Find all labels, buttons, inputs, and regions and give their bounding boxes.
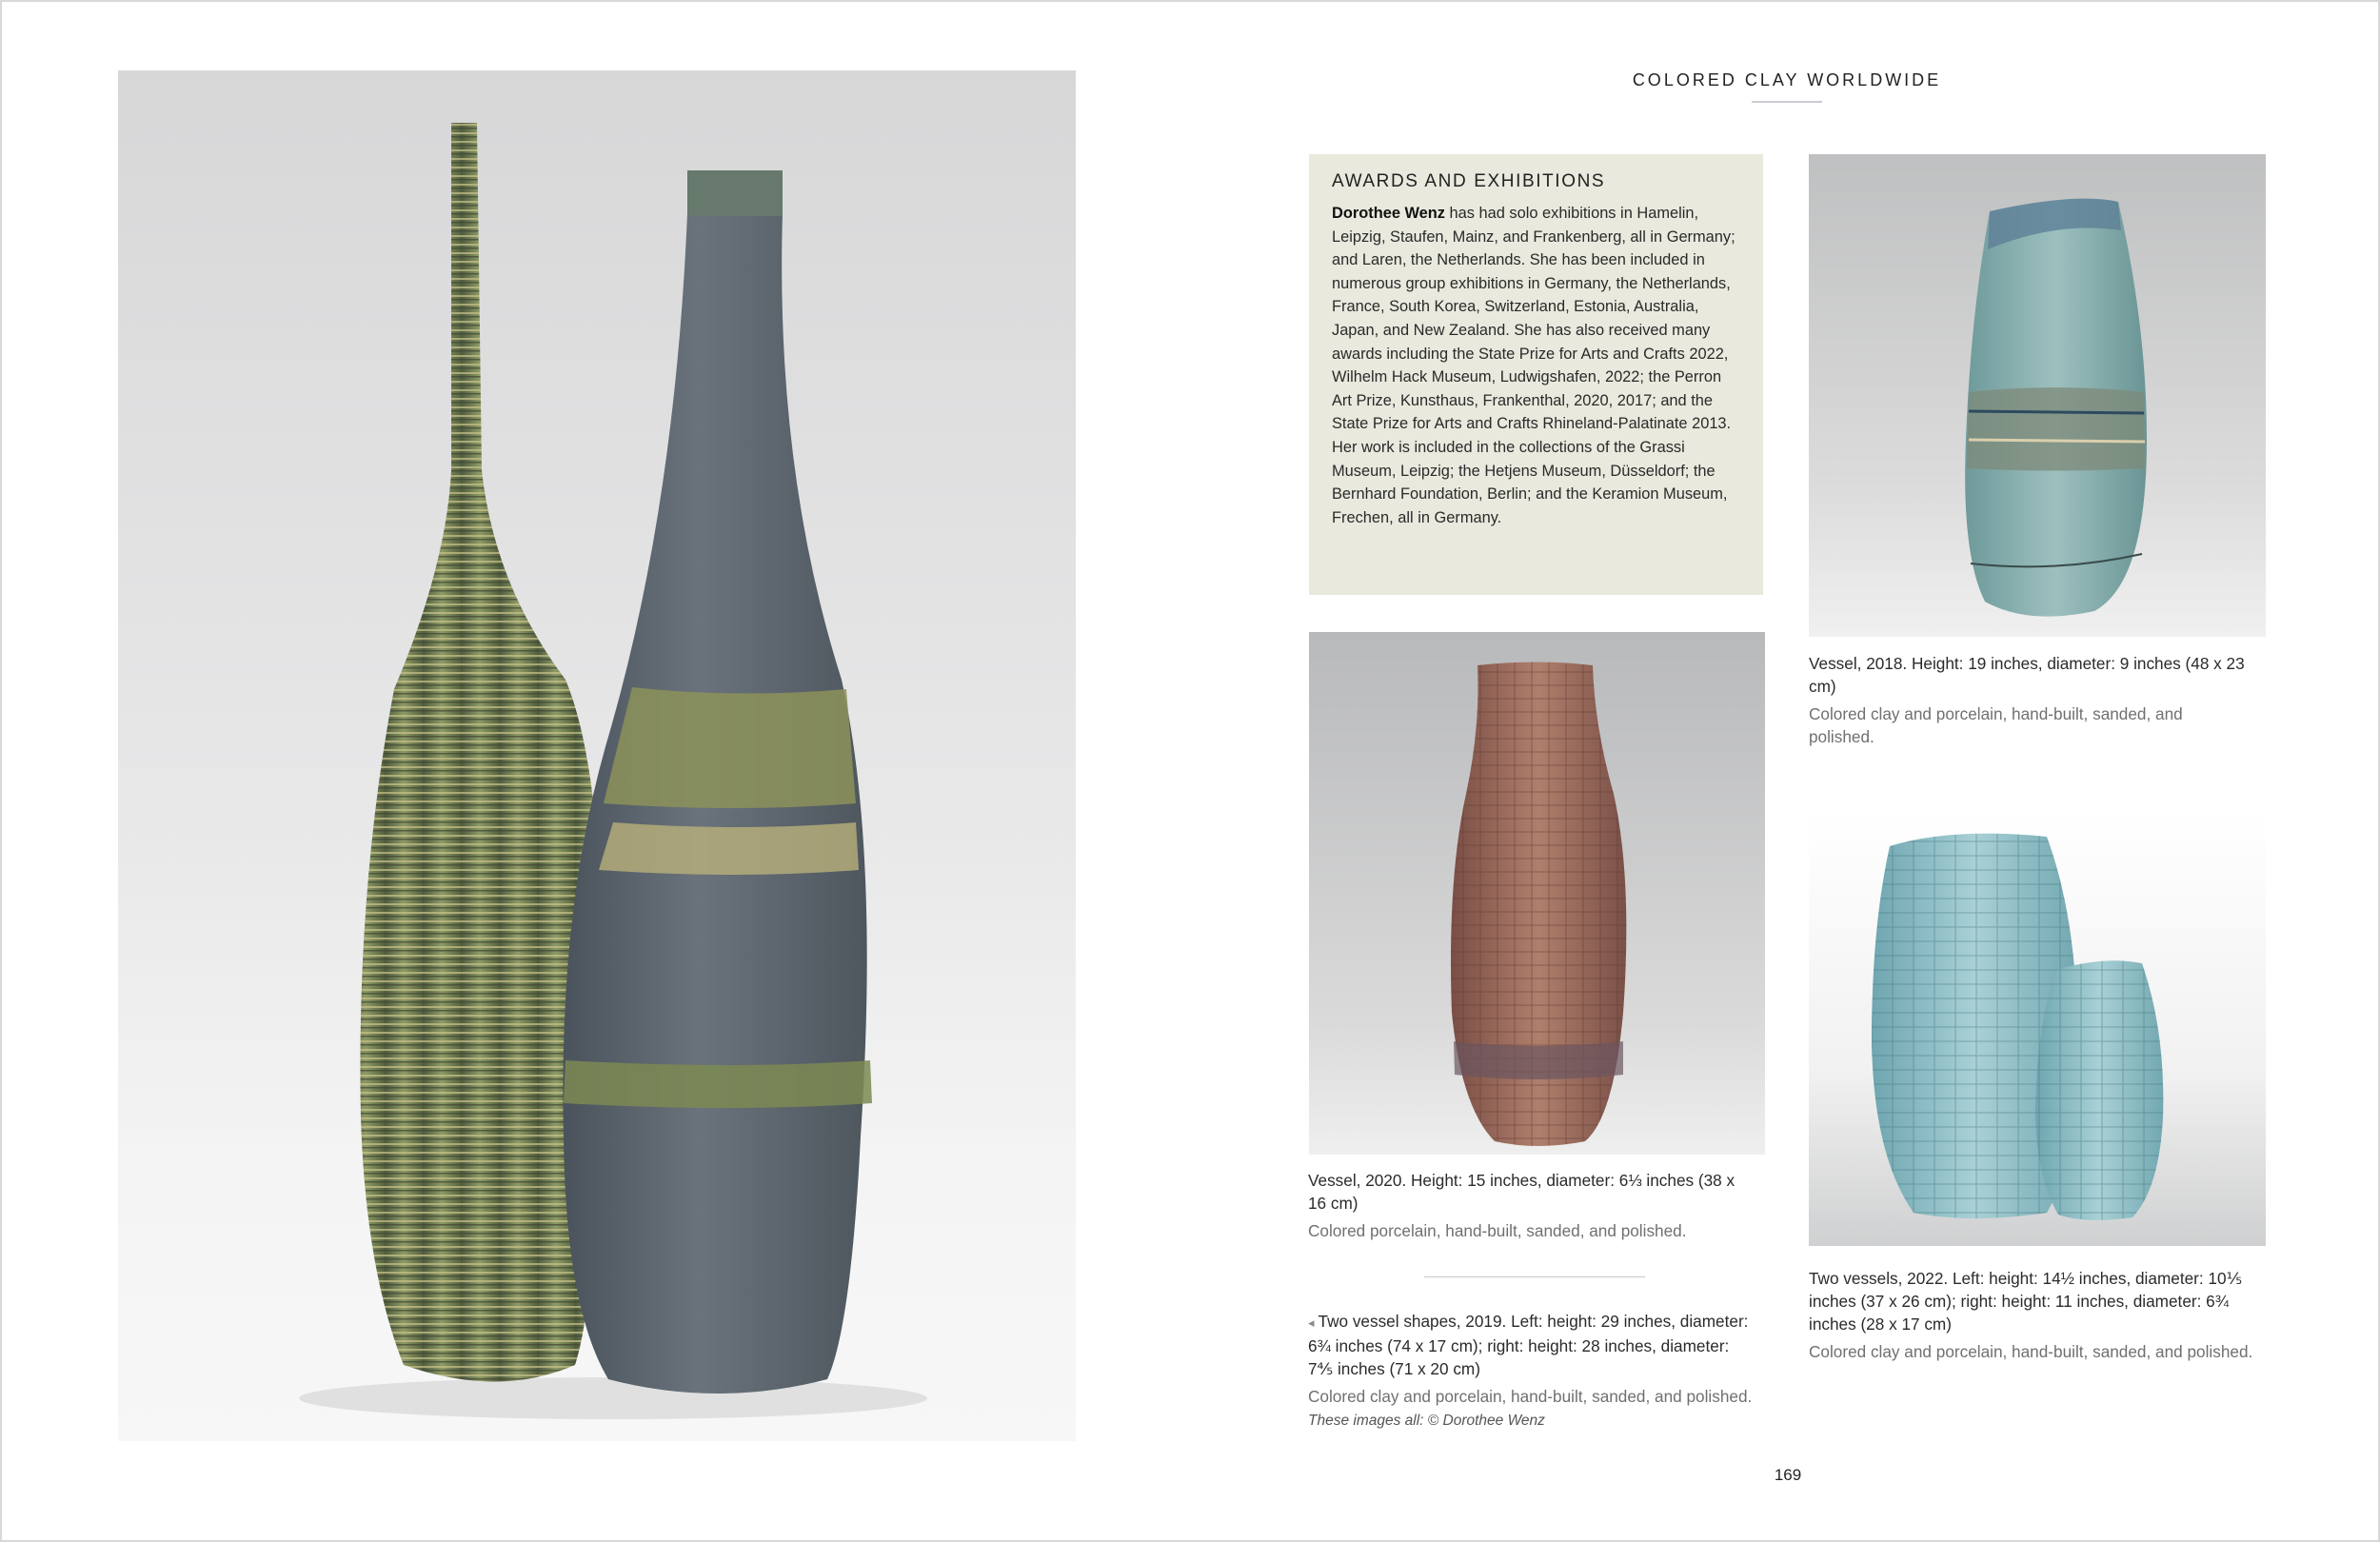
caption-title-text: Two vessel shapes, 2019. Left: height: 29 inches, diameter: 6¾ inches (74 x 17 cm); right: height: 28 inches, diameter: 7⅘ inches (71 x 20 cm): [1308, 1312, 1749, 1378]
running-head-rule: [1752, 101, 1822, 103]
awards-body: [1332, 202, 1742, 529]
two-vessel-shapes-photo: [118, 70, 1076, 1441]
caption-teal-vessel: [1809, 652, 2247, 748]
teal-vessel-photo: [1809, 154, 2266, 637]
caption-terracotta-vessel: [1308, 1169, 1755, 1242]
caption-divider: [1424, 1276, 1645, 1277]
awards-title: AWARDS AND EXHIBITIONS: [1332, 171, 1606, 191]
artist-name: Dorothee Wenz: [1332, 205, 1445, 222]
page-number: 169: [1774, 1466, 1802, 1484]
caption-description: Colored clay and porcelain, hand-built, sanded, and polished.: [1809, 704, 2183, 746]
terracotta-vessel-photo: [1309, 632, 1765, 1155]
caption-description-text: Colored clay and porcelain, hand-built, sanded, and polished.: [1308, 1387, 1753, 1406]
caption-title: [1308, 1310, 1755, 1380]
caption-description: Colored clay and porcelain, hand-built, sanded, and polished.: [1809, 1342, 2253, 1361]
caption-title: Vessel, 2018. Height: 19 inches, diameter: 9 inches (48 x 23 cm): [1809, 654, 2245, 696]
left-pointer-icon: ◂: [1308, 1315, 1315, 1330]
caption-two-vessels: [1809, 1267, 2266, 1363]
awards-text: has had solo exhibitions in Hamelin, Leipzig, Staufen, Mainz, and Frankenberg, all in Germany; and Laren, the Netherlands. She has been included in numerous group exhibitions in Germany, the Netherlands, France, South Korea, Switzerland, Estonia, Australia, Japan, and New Zealand. She has also received many awards including the State Prize for Arts and Crafts 2022, Wilhelm Hack Museum, Ludwigshafen, 2022; the Perron Art Prize, Kunsthaus, Frankenthal, 2020, 2017; and the State Prize for Arts and Crafts Rhineland-Palatinate 2013. Her work is included in the collections of the Grassi Museum, Leipzig; the Hetjens Museum, Düsseldorf; the Bernhard Foundation, Berlin; and the Keramion Museum, Frechen, all in Germany.: [1332, 205, 1735, 526]
caption-title: Two vessels, 2022. Left: height: 14½ inches, diameter: 10⅕ inches (37 x 26 cm); right: height: 11 inches, diameter: 6¾ inches (28 x 17 cm): [1809, 1269, 2243, 1334]
photo-credit: These images all: © Dorothee Wenz: [1308, 1413, 1545, 1429]
caption-two-vessel-shapes: [1308, 1310, 1755, 1433]
running-head: COLORED CLAY WORLDWIDE: [1632, 70, 1942, 89]
caption-description: Colored porcelain, hand-built, sanded, and polished.: [1308, 1221, 1687, 1240]
caption-description: [1308, 1385, 1755, 1433]
two-aqua-vessels-photo: [1809, 813, 2266, 1246]
awards-sidebar: [1309, 154, 1763, 595]
caption-title: Vessel, 2020. Height: 15 inches, diameter: 6⅓ inches (38 x 16 cm): [1308, 1171, 1735, 1213]
